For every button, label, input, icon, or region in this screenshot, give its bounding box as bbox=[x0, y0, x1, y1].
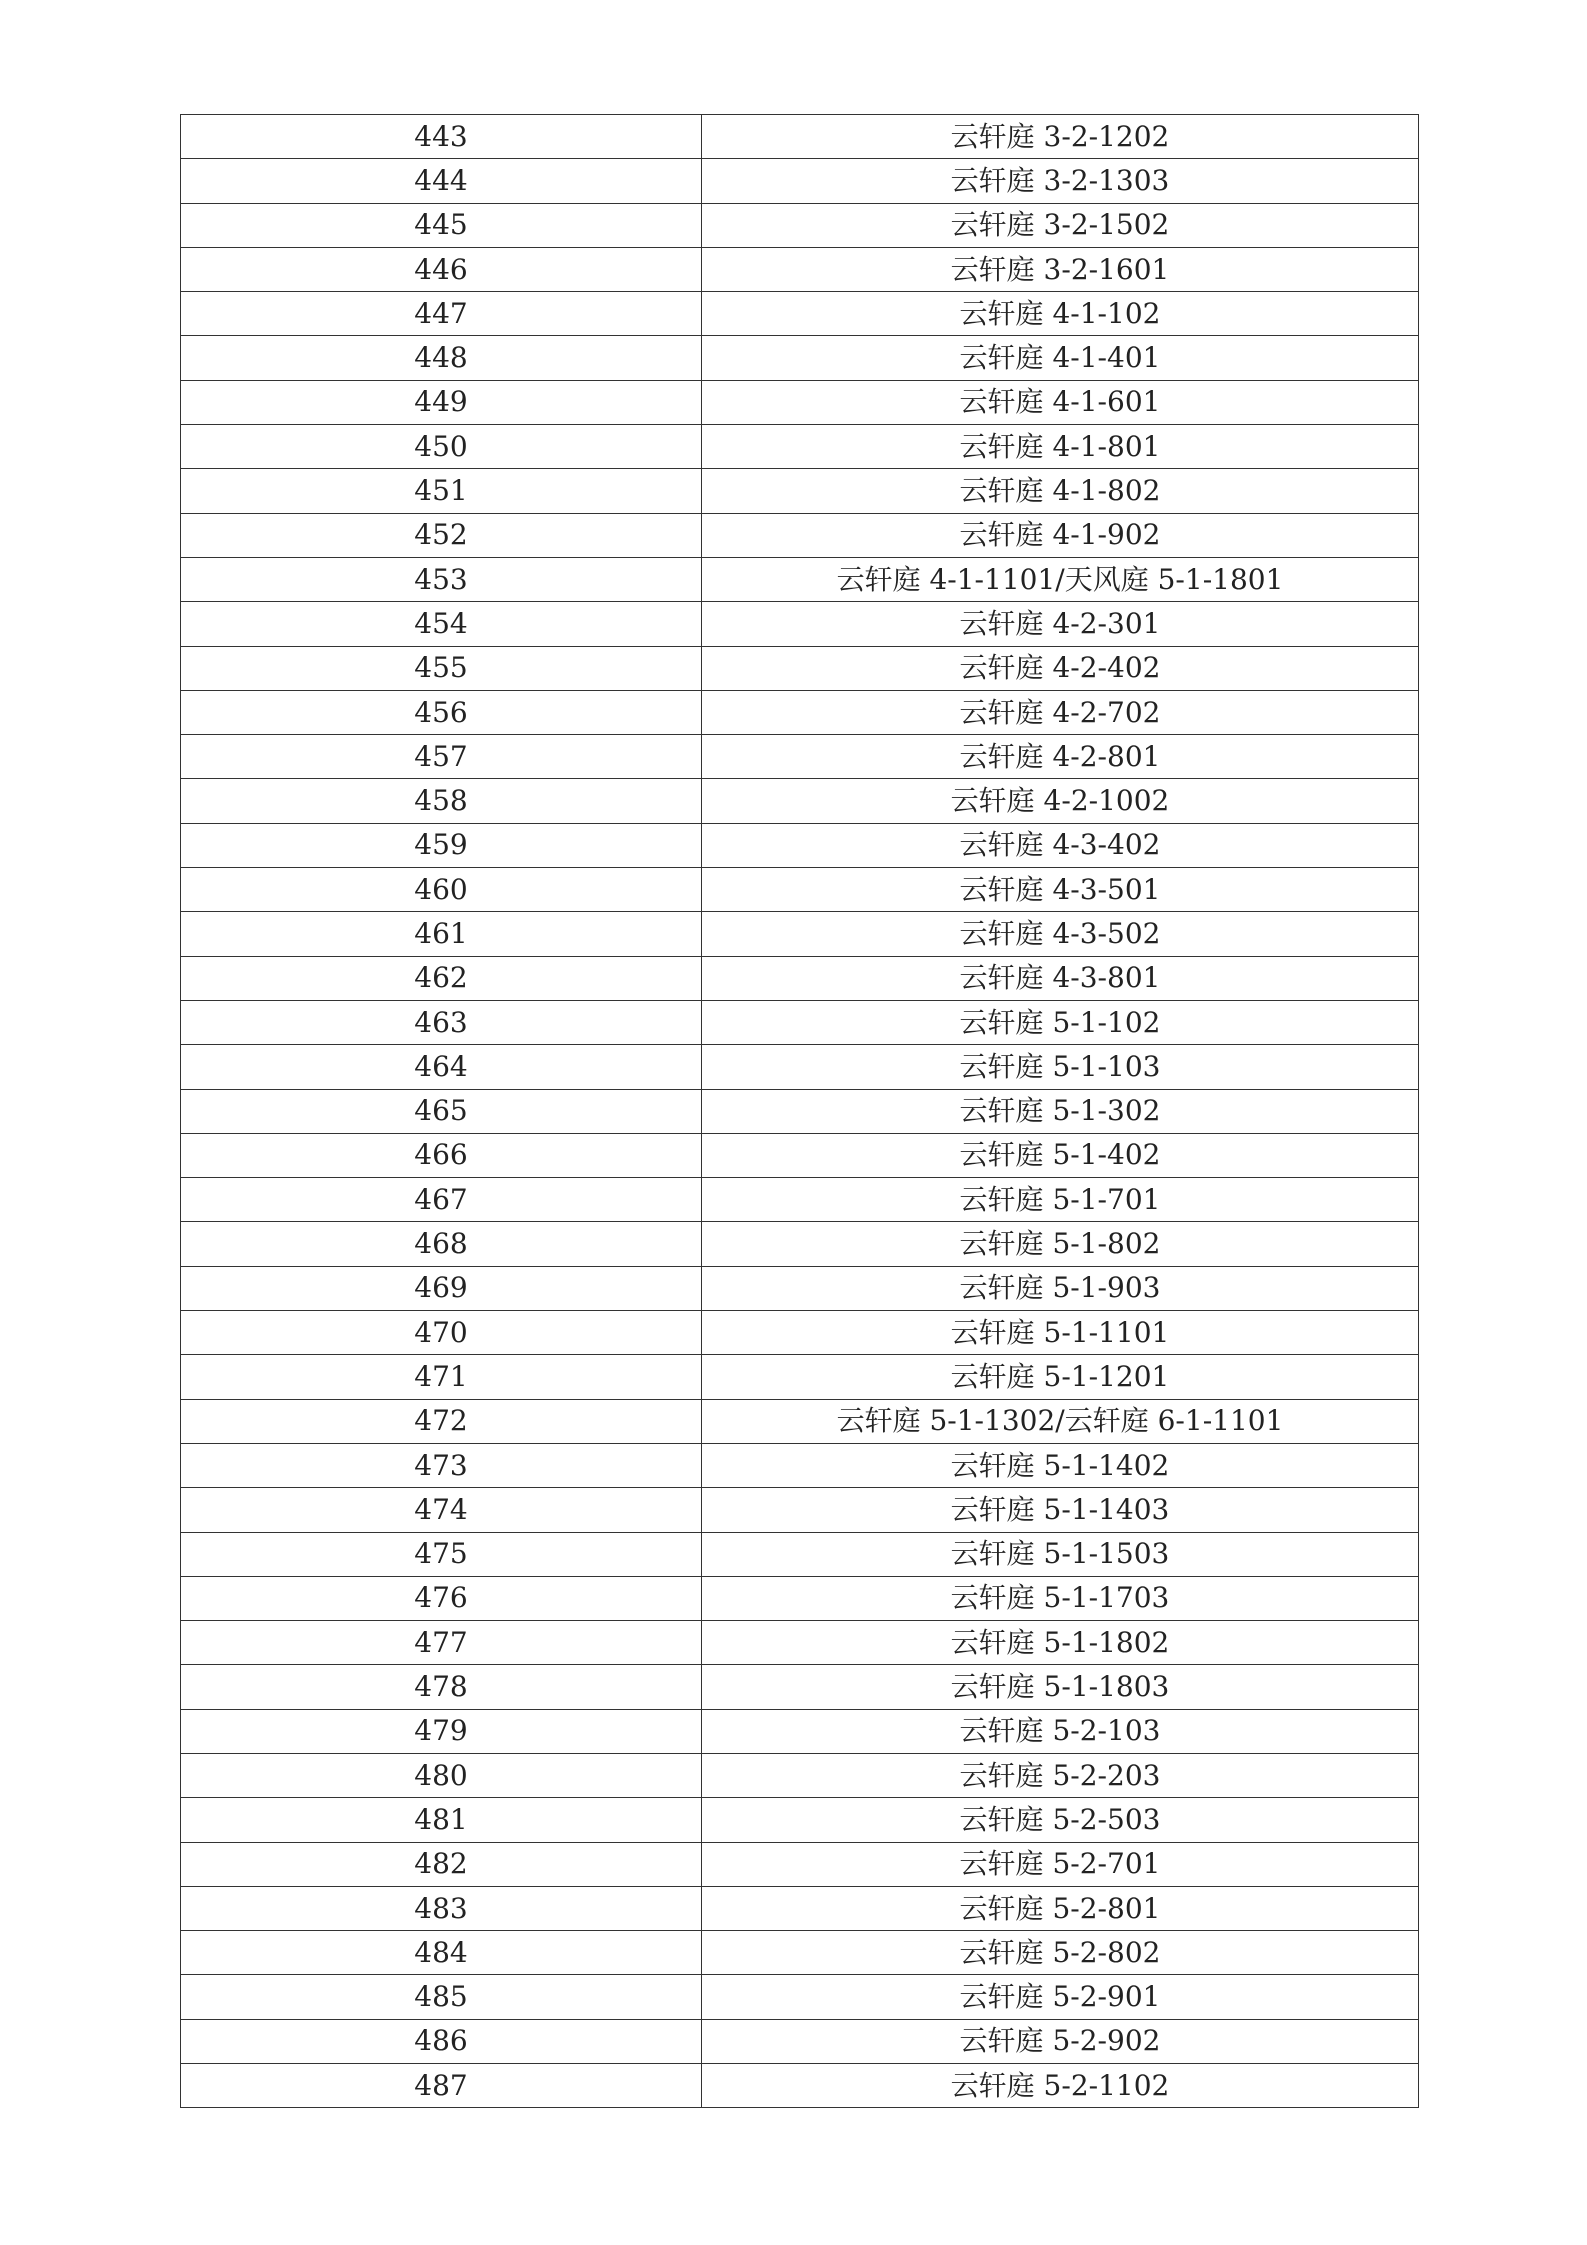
address-cell: 云轩庭 5-2-103 bbox=[702, 1709, 1419, 1753]
row-number-cell: 457 bbox=[181, 735, 702, 779]
table-row bbox=[181, 557, 1419, 601]
row-number-cell: 466 bbox=[181, 1133, 702, 1177]
row-number-cell: 454 bbox=[181, 602, 702, 646]
row-number-cell: 480 bbox=[181, 1753, 702, 1797]
address-cell: 云轩庭 5-1-1302/云轩庭 6-1-1101 bbox=[702, 1399, 1419, 1443]
table-row bbox=[181, 1975, 1419, 2019]
row-number-cell: 447 bbox=[181, 292, 702, 336]
table-row bbox=[181, 292, 1419, 336]
address-cell: 云轩庭 5-2-1102 bbox=[702, 2064, 1419, 2108]
row-number-cell: 472 bbox=[181, 1399, 702, 1443]
address-cell: 云轩庭 4-1-401 bbox=[702, 336, 1419, 380]
table-row bbox=[181, 247, 1419, 291]
table-row bbox=[181, 1178, 1419, 1222]
address-cell: 云轩庭 5-2-203 bbox=[702, 1753, 1419, 1797]
table-row bbox=[181, 1576, 1419, 1620]
table-row bbox=[181, 513, 1419, 557]
address-cell: 云轩庭 5-1-1201 bbox=[702, 1355, 1419, 1399]
row-number-cell: 471 bbox=[181, 1355, 702, 1399]
row-number-cell: 463 bbox=[181, 1000, 702, 1044]
address-cell: 云轩庭 4-3-402 bbox=[702, 823, 1419, 867]
table-row bbox=[181, 1000, 1419, 1044]
address-cell: 云轩庭 4-3-801 bbox=[702, 956, 1419, 1000]
table-row bbox=[181, 1355, 1419, 1399]
table-row bbox=[181, 735, 1419, 779]
address-cell: 云轩庭 4-2-1002 bbox=[702, 779, 1419, 823]
row-number-cell: 453 bbox=[181, 557, 702, 601]
address-cell: 云轩庭 4-1-1101/天风庭 5-1-1801 bbox=[702, 557, 1419, 601]
row-number-cell: 469 bbox=[181, 1266, 702, 1310]
row-number-cell: 464 bbox=[181, 1045, 702, 1089]
address-cell: 云轩庭 5-1-1703 bbox=[702, 1576, 1419, 1620]
table-row bbox=[181, 1798, 1419, 1842]
row-number-cell: 465 bbox=[181, 1089, 702, 1133]
row-number-cell: 448 bbox=[181, 336, 702, 380]
address-cell: 云轩庭 4-3-501 bbox=[702, 868, 1419, 912]
address-cell: 云轩庭 4-2-402 bbox=[702, 646, 1419, 690]
row-number-cell: 461 bbox=[181, 912, 702, 956]
row-number-cell: 473 bbox=[181, 1443, 702, 1487]
address-cell: 云轩庭 5-1-903 bbox=[702, 1266, 1419, 1310]
address-cell: 云轩庭 5-1-302 bbox=[702, 1089, 1419, 1133]
address-cell: 云轩庭 4-3-502 bbox=[702, 912, 1419, 956]
address-cell: 云轩庭 5-2-801 bbox=[702, 1886, 1419, 1930]
row-number-cell: 459 bbox=[181, 823, 702, 867]
row-number-cell: 476 bbox=[181, 1576, 702, 1620]
table-row bbox=[181, 1266, 1419, 1310]
row-number-cell: 456 bbox=[181, 690, 702, 734]
address-cell: 云轩庭 4-1-802 bbox=[702, 469, 1419, 513]
table-row bbox=[181, 336, 1419, 380]
row-number-cell: 450 bbox=[181, 425, 702, 469]
row-number-cell: 485 bbox=[181, 1975, 702, 2019]
table-row bbox=[181, 1621, 1419, 1665]
row-number-cell: 484 bbox=[181, 1931, 702, 1975]
address-cell: 云轩庭 4-2-801 bbox=[702, 735, 1419, 779]
row-number-cell: 479 bbox=[181, 1709, 702, 1753]
row-number-cell: 444 bbox=[181, 159, 702, 203]
table-row bbox=[181, 646, 1419, 690]
table-row bbox=[181, 690, 1419, 734]
address-cell: 云轩庭 5-1-802 bbox=[702, 1222, 1419, 1266]
table-row bbox=[181, 1886, 1419, 1930]
row-number-cell: 458 bbox=[181, 779, 702, 823]
address-cell: 云轩庭 5-1-1101 bbox=[702, 1311, 1419, 1355]
table-row bbox=[181, 779, 1419, 823]
table-row bbox=[181, 1311, 1419, 1355]
row-number-cell: 475 bbox=[181, 1532, 702, 1576]
address-cell: 云轩庭 5-2-701 bbox=[702, 1842, 1419, 1886]
table-row bbox=[181, 2019, 1419, 2063]
row-number-cell: 452 bbox=[181, 513, 702, 557]
table-body bbox=[181, 115, 1419, 2108]
address-cell: 云轩庭 4-2-301 bbox=[702, 602, 1419, 646]
row-number-cell: 460 bbox=[181, 868, 702, 912]
row-number-cell: 487 bbox=[181, 2064, 702, 2108]
table-row bbox=[181, 912, 1419, 956]
row-number-cell: 482 bbox=[181, 1842, 702, 1886]
table-row bbox=[181, 1222, 1419, 1266]
row-number-cell: 481 bbox=[181, 1798, 702, 1842]
table-row bbox=[181, 1443, 1419, 1487]
address-cell: 云轩庭 5-2-902 bbox=[702, 2019, 1419, 2063]
address-cell: 云轩庭 4-1-902 bbox=[702, 513, 1419, 557]
address-cell: 云轩庭 3-2-1502 bbox=[702, 203, 1419, 247]
table-row bbox=[181, 1532, 1419, 1576]
address-cell: 云轩庭 4-1-102 bbox=[702, 292, 1419, 336]
address-cell: 云轩庭 5-1-402 bbox=[702, 1133, 1419, 1177]
row-number-cell: 477 bbox=[181, 1621, 702, 1665]
address-cell: 云轩庭 5-1-102 bbox=[702, 1000, 1419, 1044]
table-row bbox=[181, 868, 1419, 912]
row-number-cell: 483 bbox=[181, 1886, 702, 1930]
row-number-cell: 451 bbox=[181, 469, 702, 513]
address-cell: 云轩庭 5-1-1802 bbox=[702, 1621, 1419, 1665]
table-row bbox=[181, 602, 1419, 646]
table-row bbox=[181, 823, 1419, 867]
address-cell: 云轩庭 5-1-1403 bbox=[702, 1488, 1419, 1532]
table-row bbox=[181, 1931, 1419, 1975]
table-row bbox=[181, 1753, 1419, 1797]
table-row bbox=[181, 1488, 1419, 1532]
address-cell: 云轩庭 3-2-1303 bbox=[702, 159, 1419, 203]
table-row bbox=[181, 1842, 1419, 1886]
address-cell: 云轩庭 3-2-1202 bbox=[702, 115, 1419, 159]
address-cell: 云轩庭 5-1-701 bbox=[702, 1178, 1419, 1222]
address-table bbox=[180, 114, 1419, 2108]
table-row bbox=[181, 380, 1419, 424]
table-row bbox=[181, 1133, 1419, 1177]
address-cell: 云轩庭 4-2-702 bbox=[702, 690, 1419, 734]
table-row bbox=[181, 1665, 1419, 1709]
address-cell: 云轩庭 4-1-801 bbox=[702, 425, 1419, 469]
row-number-cell: 470 bbox=[181, 1311, 702, 1355]
row-number-cell: 462 bbox=[181, 956, 702, 1000]
address-cell: 云轩庭 5-1-103 bbox=[702, 1045, 1419, 1089]
address-cell: 云轩庭 5-2-901 bbox=[702, 1975, 1419, 2019]
row-number-cell: 467 bbox=[181, 1178, 702, 1222]
row-number-cell: 478 bbox=[181, 1665, 702, 1709]
table-row bbox=[181, 956, 1419, 1000]
row-number-cell: 474 bbox=[181, 1488, 702, 1532]
row-number-cell: 445 bbox=[181, 203, 702, 247]
address-cell: 云轩庭 5-2-503 bbox=[702, 1798, 1419, 1842]
table-row bbox=[181, 1089, 1419, 1133]
address-cell: 云轩庭 3-2-1601 bbox=[702, 247, 1419, 291]
table-row bbox=[181, 469, 1419, 513]
address-cell: 云轩庭 5-1-1402 bbox=[702, 1443, 1419, 1487]
table-row bbox=[181, 115, 1419, 159]
address-cell: 云轩庭 4-1-601 bbox=[702, 380, 1419, 424]
row-number-cell: 455 bbox=[181, 646, 702, 690]
table-row bbox=[181, 159, 1419, 203]
table-row bbox=[181, 425, 1419, 469]
address-cell: 云轩庭 5-2-802 bbox=[702, 1931, 1419, 1975]
row-number-cell: 468 bbox=[181, 1222, 702, 1266]
row-number-cell: 486 bbox=[181, 2019, 702, 2063]
row-number-cell: 443 bbox=[181, 115, 702, 159]
table-row bbox=[181, 1045, 1419, 1089]
table-row bbox=[181, 1709, 1419, 1753]
address-cell: 云轩庭 5-1-1503 bbox=[702, 1532, 1419, 1576]
table-row bbox=[181, 1399, 1419, 1443]
row-number-cell: 449 bbox=[181, 380, 702, 424]
address-cell: 云轩庭 5-1-1803 bbox=[702, 1665, 1419, 1709]
table-row bbox=[181, 203, 1419, 247]
row-number-cell: 446 bbox=[181, 247, 702, 291]
table-row bbox=[181, 2064, 1419, 2108]
